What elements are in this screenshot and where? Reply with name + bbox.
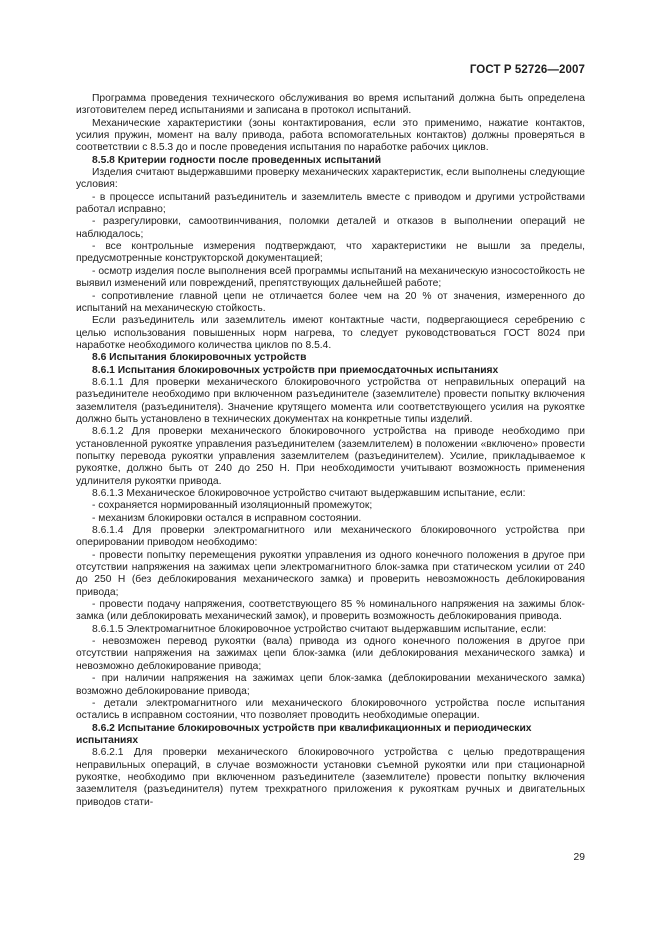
- paragraph: - механизм блокировки остался в исправном состоянии.: [92, 512, 362, 524]
- section-heading: 8.6 Испытания блокировочных устройств: [92, 352, 307, 364]
- paragraph: - осмотр изделия после выполнения всей программы испытаний на механическую износостойкость не выявил изменений или повреждений, препятствующих дальнейшей работе;: [76, 265, 585, 290]
- paragraph: - детали электромагнитного или механического блокировочного устройства после испытания остались в исправном состоянии, что позволяет проводить необходимые операции.: [76, 697, 585, 722]
- paragraph: - все контрольные измерения подтверждают, что характеристики не вышли за пределы, предусмотренные конструкторской документацией;: [76, 241, 585, 265]
- section-heading: 8.5.8 Критерии годности после проведенных испытаний: [92, 154, 382, 166]
- paragraph: 8.6.1.3 Механическое блокировочное устройство считают выдержавшим испытание, если:: [92, 488, 526, 499]
- section-heading: 8.6.1 Испытания блокировочных устройств при приемосдаточных испытаниях: [92, 364, 499, 376]
- paragraph: Программа проведения технического обслуживания во время испытаний должна быть определена изготовителем перед испытаниями и записана в протокол испытаний.: [76, 93, 585, 117]
- paragraph: 8.6.1.2 Для проверки механического блокировочного устройства на приводе необходимо при установленной рукоятке управления разъединителем (заземлителем) в положении «включено» провести попытку перевода рукоятки управления заземлителем (разъединителем). Усилие, прикладываемое к рукоятке, должно быть от 240 до 250 Н. При необходимости учитывают возможность применения удлинителя рукоятки привода.: [76, 426, 585, 487]
- body-text: [76, 93, 585, 809]
- paragraph: Изделия считают выдержавшими проверку механических характеристик, если выполнены следующие условия:: [76, 167, 585, 191]
- paragraph: 8.6.1.4 Для проверки электромагнитного или механического блокировочного устройства при оперировании приводом необходимо:: [76, 525, 585, 549]
- standard-number: ГОСТ Р 52726—2007: [469, 64, 585, 76]
- paragraph: - сохраняется нормированный изоляционный промежуток;: [92, 500, 373, 512]
- paragraph: 8.6.1.5 Электромагнитное блокировочное устройство считают выдержавшим испытание, если:: [92, 623, 547, 635]
- paragraph: - невозможен перевод рукоятки (вала) привода из одного конечного положения в другое при отсутствии напряжения на зажимах цепи блок-замка (или деблокирования механического замка) и невозможно деблокирование привода;: [76, 636, 585, 672]
- paragraph: - в процессе испытаний разъединитель и заземлитель вместе с приводом и другими устройствами работал исправно;: [76, 191, 585, 216]
- paragraph: 8.6.2.1 Для проверки механического блокировочного устройства с целью предотвращения неправильных операций, в случае возможности установки съемной рукоятки или при стационарной рукоятке, необходимо при включенном разъединителе (заземлителе) провести попытку включения заземлителя (разъединителя) путем трехкратного приложения к рукояткам ручных и двигательных приводов стати-: [76, 747, 585, 808]
- paragraph: 8.6.1.1 Для проверки механического блокировочного устройства от неправильных операций на разъединителе необходимо при включенном разъединителе (заземлителе) провести попытку включения заземлителя (разъединителя). Значение крутящего момента или соответствующего усилия на рукоятке должно быть установлено в технических документах на конкретные типы изделий.: [76, 376, 585, 425]
- paragraph: - при наличии напряжения на зажимах цепи блок-замка (деблокировании механического замка) возможно деблокирование привода;: [76, 673, 585, 697]
- paragraph: Механические характеристики (зоны контактирования, если это применимо, нажатие контактов, усилия пружин, момент на валу привода, работа вспомогательных контактов) должны проверяться в соответствии с 8.5.3 до и после проведения испытания по наработке рабочих циклов.: [76, 117, 585, 154]
- paragraph: - провести подачу напряжения, соответствующего 85 % номинального напряжения на зажимы блок-замка (или деблокировать механический замок), и проверить возможность деблокирования привода.: [76, 599, 585, 623]
- section-heading: 8.6.2 Испытание блокировочных устройств при квалификационных и периодических испытаниях: [76, 722, 532, 746]
- paragraph: - разрегулировки, самоотвинчивания, поломки деталей и отказов в выполнении операций не наблюдалось;: [76, 216, 585, 240]
- paragraph: Если разъединитель или заземлитель имеют контактные части, подвергающиеся серебрению с целью использования повышенных норм нагрева, то следует руководствоваться ГОСТ 8024 при наработке необходимого количества циклов по 8.5.4.: [76, 315, 585, 351]
- paragraph: - сопротивление главной цепи не отличается более чем на 20 % от значения, измеренного до испытаний на механическую стойкость.: [76, 290, 585, 314]
- page-number: 29: [573, 852, 585, 863]
- paragraph: - провести попытку перемещения рукоятки управления из одного конечного положения в другое при отсутствии напряжения на зажимах цепи электромагнитного блок-замка при статическом усилии от 240 до 250 Н (без деблокирования механического замка) и проверить невозможность деблокирования привода;: [76, 549, 585, 598]
